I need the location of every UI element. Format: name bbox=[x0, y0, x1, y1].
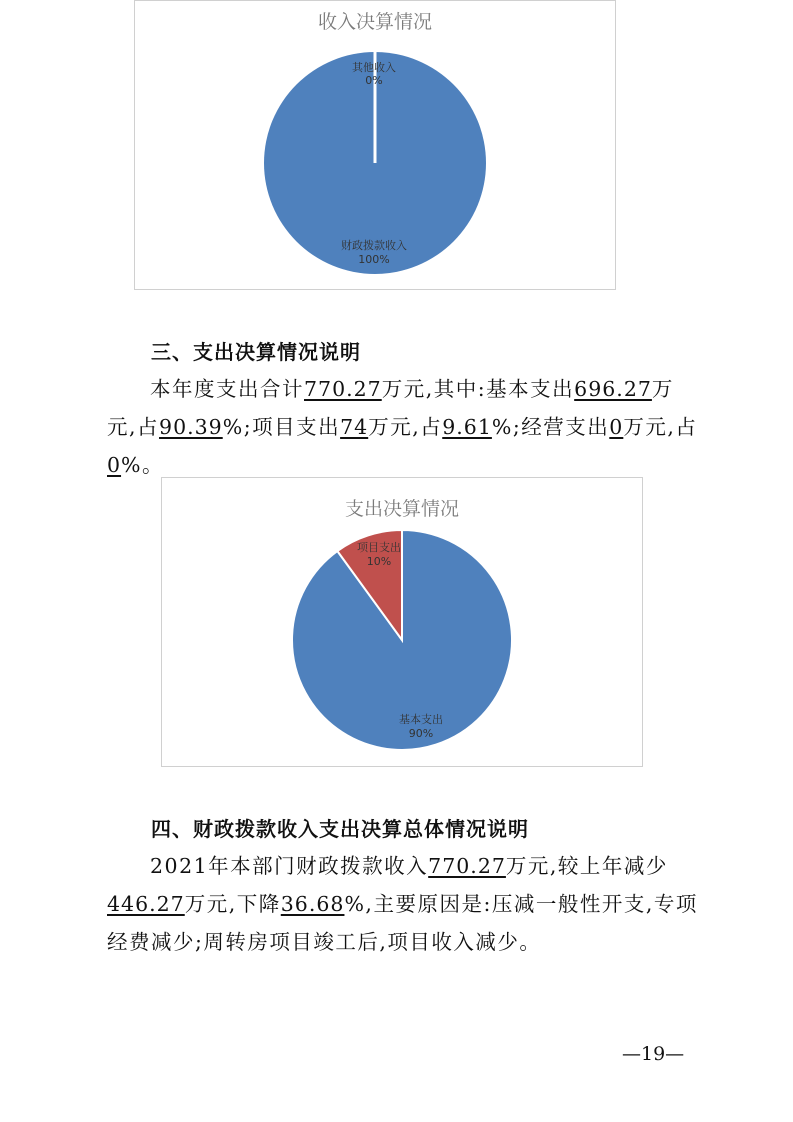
text-segment: 万元,占 bbox=[623, 415, 698, 439]
income-pie-chart-svg bbox=[135, 1, 615, 289]
text-segment: 万元,占 bbox=[107, 377, 674, 439]
text-segment: 万元,较上年减少 bbox=[505, 854, 668, 878]
expenditure-paragraph bbox=[107, 370, 702, 484]
project-percent-value: 9.61 bbox=[442, 415, 492, 439]
basic-percent-value: 90.39 bbox=[159, 415, 223, 439]
text-segment: 本年度支出合计 bbox=[150, 377, 304, 401]
fiscal-summary-paragraph bbox=[107, 847, 702, 961]
slice-value-project: 10% bbox=[366, 555, 392, 568]
slice-label-fiscal: 财政拨款收入 bbox=[341, 239, 407, 252]
text-segment: %;项目支出 bbox=[222, 415, 341, 439]
text-segment: %;经营支出 bbox=[491, 415, 610, 439]
text-segment: 万元,下降 bbox=[184, 892, 281, 916]
basic-expenditure-value: 696.27 bbox=[574, 377, 652, 401]
text-segment: 万元,占 bbox=[368, 415, 443, 439]
text-segment: 万元,其中:基本支出 bbox=[381, 377, 575, 401]
slice-value-basic: 90% bbox=[408, 727, 434, 740]
section-heading-fiscal-summary: 四、财政拨款收入支出决算总体情况说明 bbox=[151, 817, 529, 841]
total-expenditure-value: 770.27 bbox=[304, 377, 382, 401]
fiscal-income-value: 770.27 bbox=[428, 854, 506, 878]
expenditure-chart bbox=[161, 477, 643, 767]
expenditure-pie-chart-svg bbox=[162, 478, 642, 766]
operating-percent-value: 0 bbox=[107, 453, 122, 477]
chart-title: 支出决算情况 bbox=[344, 498, 460, 520]
income-chart bbox=[134, 0, 616, 290]
operating-expenditure-value: 0 bbox=[609, 415, 624, 439]
decrease-percent-value: 36.68 bbox=[280, 892, 345, 916]
slice-value-fiscal: 100% bbox=[358, 253, 390, 266]
slice-label-basic: 基本支出 bbox=[399, 713, 443, 726]
slice-label-project: 项目支出 bbox=[357, 541, 401, 554]
section-heading-expenditure: 三、支出决算情况说明 bbox=[151, 340, 361, 364]
text-segment: %。 bbox=[121, 453, 165, 477]
text-segment: %,主要原因是:压减一般性开支,专项经费减少;周转房项目竣工后,项目收入减少。 bbox=[107, 892, 698, 954]
page-number: —19— bbox=[622, 1043, 685, 1065]
text-segment: 2021年本部门财政拨款收入 bbox=[150, 854, 429, 878]
chart-title: 收入决算情况 bbox=[317, 11, 433, 33]
decrease-amount-value: 446.27 bbox=[107, 892, 185, 916]
slice-value-other: 0% bbox=[365, 74, 383, 87]
project-expenditure-value: 74 bbox=[340, 415, 369, 439]
slice-label-other: 其他收入 bbox=[352, 61, 396, 74]
